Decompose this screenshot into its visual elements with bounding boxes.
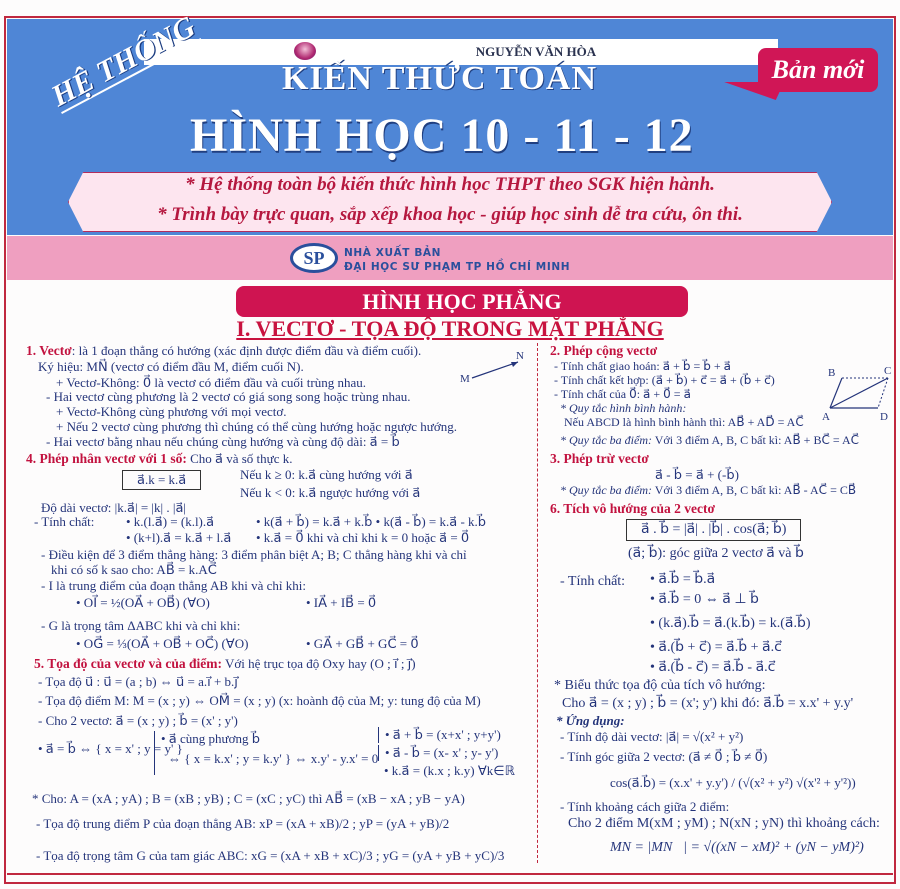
s5-op-sub: • a⃗ - b⃗ = (x- x' ; y- y') <box>378 745 498 761</box>
s4-collinear-2: khi có số k sao cho: AB⃗ = k.AC⃗ <box>51 562 217 577</box>
slogan-1: * Hệ thống toàn bộ kiến thức hình học THPT theo SGK hiện hành. <box>185 174 715 195</box>
s1-zero-vector: + Vectơ-Không: 0⃗ là vectơ có điểm đầu và cuối trùng nhau. <box>56 375 366 390</box>
section-subtitle: I. VECTƠ - TỌA ĐỘ TRONG MẶT PHẲNG <box>236 316 664 341</box>
s5-points: * Cho: A = (xA ; yA) ; B = (xB ; yB) ; C = (xC ; yC) thì AB⃗ = (xB − xA ; yB − yA) <box>32 791 465 806</box>
s1-notation: Ký hiệu: MN⃗ (vectơ có điểm đầu M, điểm cuối N). <box>38 359 304 374</box>
s6-heading: 6. Tích vô hướng của 2 vectơ <box>550 501 715 516</box>
s5-point-coord: - Tọa độ điểm M: M = (x ; y) ⇔ OM⃗ = (x ; y) (x: hoành độ của M; y: tung độ của M) <box>38 693 481 708</box>
s4-formula-box: a⃗.k = k.a⃗ <box>122 470 201 490</box>
s6-prop-4: • a⃗.(b⃗ + c⃗) = a⃗.b⃗ + a⃗.c⃗ <box>650 640 782 655</box>
svg-text:M: M <box>460 373 470 385</box>
s2-heading: 2. Phép cộng vectơ <box>550 343 658 358</box>
s4-prop-4: • k.a⃗ = 0⃗ khi và chỉ khi k = 0 hoặc a⃗ = 0⃗ <box>256 530 470 545</box>
s5-parallel-1: • a⃗ cùng phương b⃗ <box>154 731 260 775</box>
s6-prop-5: • a⃗.(b⃗ - c⃗) = a⃗.b⃗ - a⃗.c⃗ <box>650 660 776 675</box>
s1-heading: 1. Vectơ <box>26 343 72 358</box>
s6-prop-2: • a⃗.b⃗ = 0 ⇔ a⃗ ⊥ b⃗ <box>650 592 759 607</box>
s3-heading: 3. Phép trừ vectơ <box>550 451 649 466</box>
s2-zero: - Tính chất của 0⃗: a⃗ + 0⃗ = a⃗ <box>554 387 691 401</box>
svg-text:C: C <box>884 365 892 377</box>
s2-parallelogram-body: Nếu ABCD là hình bình hành thì: AB⃗ + AD⃗ = AC⃗ <box>564 415 804 429</box>
svg-text:A: A <box>822 411 830 423</box>
s1-line: 1. Vectơ: là 1 đoạn thẳng có hướng (xác định được điểm đầu và điểm cuối). <box>26 343 422 358</box>
s6-app-heading: * Ứng dụng: <box>556 713 625 728</box>
svg-text:N: N <box>516 350 524 362</box>
s6-dist-heading: - Tính khoảng cách giữa 2 điểm: <box>560 799 730 814</box>
s6-coord: Cho a⃗ = (x ; y) ; b⃗ = (x'; y') khi đó: a⃗.b⃗ = x.x' + y.y' <box>562 696 854 711</box>
s6-app-angle: - Tính góc giữa 2 vectơ: (a⃗ ≠ 0⃗ ; b⃗ ≠ 0⃗) <box>560 749 768 764</box>
s6-coord-heading: * Biểu thức tọa độ của tích vô hướng: <box>554 678 766 693</box>
vector-mn-diagram <box>458 350 528 386</box>
s5-op-add: • a⃗ + b⃗ = (x+x' ; y+y') <box>378 727 501 743</box>
section-title: HÌNH HỌC PHẲNG <box>236 286 688 317</box>
s5-centroid: - Tọa độ trọng tâm G của tam giác ABC: xG = (xA + xB + xC)/3 ; yG = (yA + yB + yC)/3 <box>36 848 505 863</box>
slogan-2: * Trình bày trực quan, sắp xếp khoa học - giúp học sinh dễ tra cứu, ôn thi. <box>157 204 743 225</box>
s6-app-length: - Tính độ dài vectơ: |a⃗| = √(x² + y²) <box>560 729 744 744</box>
s4-prop-2: • k(a⃗ + b⃗) = k.a⃗ + k.b⃗ • k(a⃗ - b⃗) = k.a⃗ - k.b⃗ <box>256 514 487 529</box>
parallelogram-diagram <box>820 364 895 424</box>
publisher-line-1: NHÀ XUẤT BẢN <box>344 247 442 259</box>
s6-prop-3: • (k.a⃗).b⃗ = a⃗.(k.b⃗) = k.(a⃗.b⃗) <box>650 616 811 631</box>
svg-text:B: B <box>828 367 836 379</box>
s5-vector-coord: - Tọa độ u⃗ : u⃗ = (a ; b) ⇔ u⃗ = a.i⃗ + b.j⃗ <box>38 674 238 689</box>
s5-heading: 5. Tọa độ của vectơ và của điểm: <box>34 656 222 671</box>
s5-equal: • a⃗ = b⃗ ⇔ { x = x' ; y = y' } <box>38 741 183 756</box>
s3-three-point: * Quy tắc ba điểm: Với 3 điểm A, B, C bất kì: AB⃗ - AC⃗ = CB⃗ <box>560 483 857 497</box>
s6-formula-box: a⃗ . b⃗ = |a⃗| . |b⃗| . cos(a⃗; b⃗) <box>626 519 801 541</box>
s5-parallel-2: ⇔ { x = k.x' ; y = k.y' } ⇔ x.y' - y.x' = 0 <box>168 751 379 766</box>
publisher-bar <box>7 236 893 280</box>
new-edition-badge: Bản mới <box>758 48 878 92</box>
s6-dist-formula: MN = |MN⃗| = √((xN − xM)² + (yN − yM)²) <box>610 840 864 855</box>
s4-props-label: - Tính chất: <box>34 514 95 529</box>
s6-prop-1: • a⃗.b⃗ = b⃗.a⃗ <box>650 572 716 587</box>
bottom-border <box>7 873 893 875</box>
s4-length: Độ dài vectơ: |k.a⃗| = |k| . |a⃗| <box>41 500 187 515</box>
s4-case-pos: Nếu k ≥ 0: k.a⃗ cùng hướng với a⃗ <box>240 467 413 482</box>
s4-heading: 4. Phép nhân vectơ với 1 số: <box>26 451 187 466</box>
s1-equal: - Hai vectơ bằng nhau nếu chúng cùng hướng và cùng độ dài: a⃗ = b⃗ <box>46 434 400 449</box>
publisher-logo-icon: SP <box>290 243 338 273</box>
s6-cos: cos(a⃗.b⃗) = (x.x' + y.y') / (√(x² + y²) √(x'² + y'²)) <box>610 775 856 790</box>
s4-midpoint: - I là trung điểm của đoạn thẳng AB khi và chỉ khi: <box>41 578 306 593</box>
s6-dist: Cho 2 điểm M(xM ; yM) ; N(xN ; yN) thì khoảng cách: <box>568 816 880 831</box>
s4-centroid-f1: • OG⃗ = ⅓(OA⃗ + OB⃗ + OC⃗) (∀O) <box>76 636 249 651</box>
s4-prop-1: • k.(l.a⃗) = (k.l).a⃗ <box>126 514 215 529</box>
s3-formula: a⃗ - b⃗ = a⃗ + (-b⃗) <box>655 467 739 482</box>
s5-op-scalar: • k.a⃗ = (k.x ; k.y) ∀k∈ℝ <box>384 763 515 778</box>
column-divider <box>537 343 538 863</box>
s1-collinear: - Hai vectơ cùng phương là 2 vectơ có giá song song hoặc trùng nhau. <box>46 389 411 404</box>
author-name: NGUYỄN VĂN HÒA <box>475 44 597 59</box>
s4-centroid-f2: • GA⃗ + GB⃗ + GC⃗ = 0⃗ <box>306 636 419 651</box>
s4-collinear-1: - Điều kiện để 3 điểm thẳng hàng: 3 điểm phân biệt A; B; C thẳng hàng khi và chỉ <box>41 547 467 562</box>
s2-associative: - Tính chất kết hợp: (a⃗ + b⃗) + c⃗ = a⃗ + (b⃗ + c⃗) <box>554 373 775 387</box>
series-word: HỆ THỐNG <box>46 10 201 114</box>
s4-centroid: - G là trọng tâm ΔABC khi và chỉ khi: <box>41 618 241 633</box>
s4-midpoint-f1: • OI⃗ = ½(OA⃗ + OB⃗) (∀O) <box>76 595 210 610</box>
s6-angle: (a⃗; b⃗): góc giữa 2 vectơ a⃗ và b⃗ <box>628 546 804 561</box>
s2-commutative: - Tính chất giao hoán: a⃗ + b⃗ = b⃗ + a⃗ <box>554 359 731 373</box>
publisher-line-2: ĐẠI HỌC SƯ PHẠM TP HỒ CHÍ MINH <box>344 261 571 273</box>
s2-parallelogram-rule: * Quy tắc hình bình hành: <box>560 401 687 415</box>
s4-midpoint-f2: • IA⃗ + IB⃗ = 0⃗ <box>306 595 377 610</box>
s5-two-vectors: - Cho 2 vectơ: a⃗ = (x ; y) ; b⃗ = (x' ; y') <box>38 713 238 728</box>
svg-text:D: D <box>880 411 888 423</box>
s1-zero-collinear: + Vectơ-Không cùng phương với mọi vectơ. <box>56 404 287 419</box>
s6-props-label: - Tính chất: <box>560 574 626 589</box>
s1-direction: + Nếu 2 vectơ cùng phương thì chúng có thể cùng hướng hoặc ngược hướng. <box>56 419 457 434</box>
title-line-2: HÌNH HỌC 10 - 11 - 12 <box>190 109 694 162</box>
s5-line: 5. Tọa độ của vectơ và của điểm: Với hệ trục tọa độ Oxy hay (O ; i⃗ ; j⃗) <box>34 656 416 671</box>
s4-prop-3: • (k+l).a⃗ = k.a⃗ + l.a⃗ <box>126 530 232 545</box>
s4-line: 4. Phép nhân vectơ với 1 số: Cho a⃗ và số thực k. <box>26 451 293 466</box>
s2-three-point: * Quy tắc ba điểm: Với 3 điểm A, B, C bất kì: AB⃗ + BC⃗ = AC⃗ <box>560 433 859 447</box>
title-line-1: KIẾN THỨC TOÁN <box>282 60 598 97</box>
s4-case-neg: Nếu k < 0: k.a⃗ ngược hướng với a⃗ <box>240 485 421 500</box>
s5-midpoint: - Tọa độ trung điểm P của đoạn thẳng AB: xP = (xA + xB)/2 ; yP = (yA + yB)/2 <box>36 816 450 831</box>
